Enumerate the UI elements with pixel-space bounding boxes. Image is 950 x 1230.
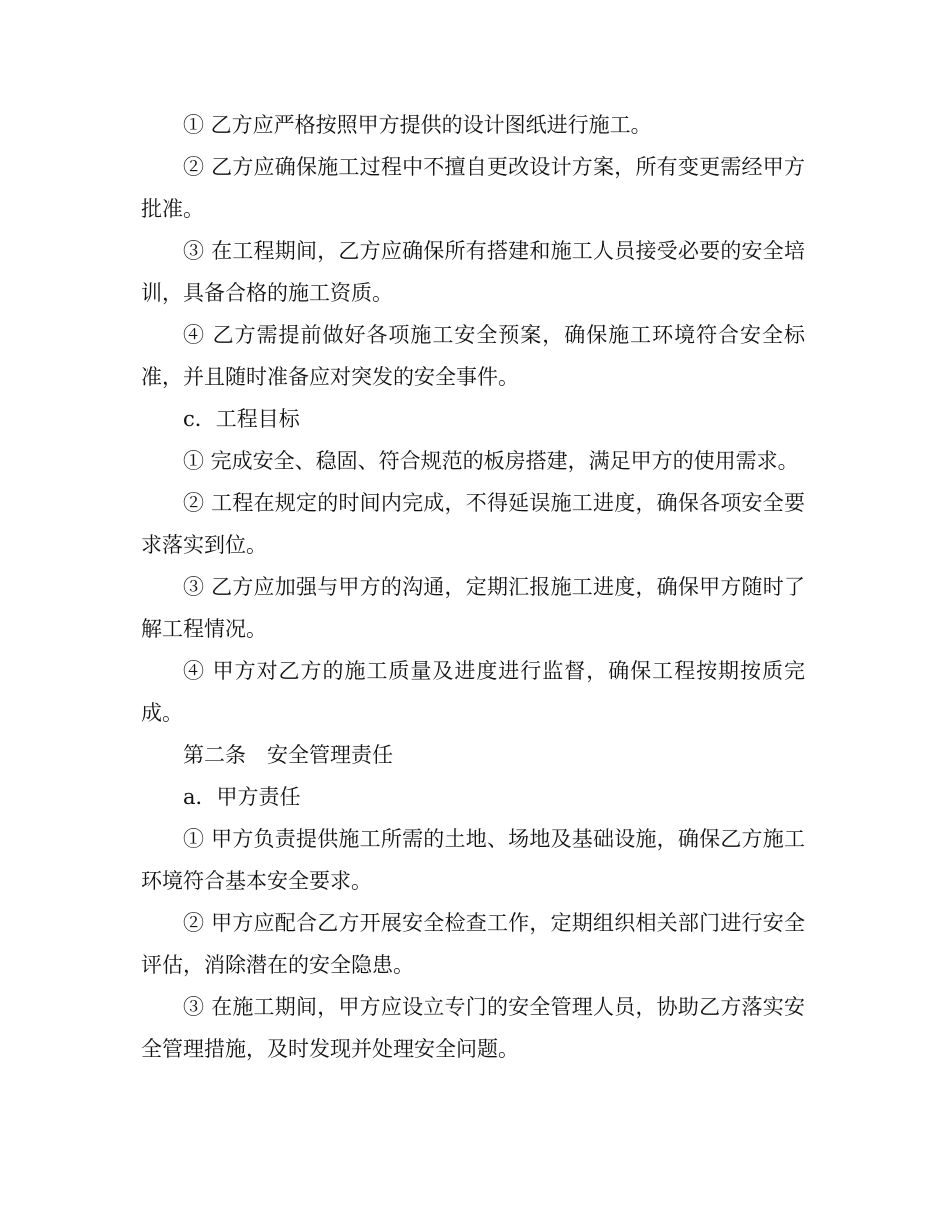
document-body [141, 104, 805, 1070]
responsibility-item-1: ① 甲方负责提供施工所需的土地、场地及基础设施，确保乙方施工环境符合基本安全要求。 [141, 827, 805, 893]
goal-item-2: ② 工程在规定的时间内完成，不得延误施工进度，确保各项安全要求落实到位。 [141, 491, 805, 557]
clause-item-3: ③ 在工程期间，乙方应确保所有搭建和施工人员接受必要的安全培训，具备合格的施工资质。 [141, 239, 805, 305]
article-heading-safety-responsibility: 第二条 安全管理责任 [183, 743, 393, 767]
section-heading-project-goals: c．工程目标 [183, 407, 300, 431]
goal-item-4: ④ 甲方对乙方的施工质量及进度进行监督，确保工程按期按质完成。 [141, 659, 805, 725]
clause-item-2: ② 乙方应确保施工过程中不擅自更改设计方案，所有变更需经甲方批准。 [141, 155, 805, 221]
clause-item-1: ① 乙方应严格按照甲方提供的设计图纸进行施工。 [183, 113, 652, 137]
clause-item-4: ④ 乙方需提前做好各项施工安全预案，确保施工环境符合安全标准，并且随时准备应对突发的安全事件。 [141, 323, 805, 389]
responsibility-item-3: ③ 在施工期间，甲方应设立专门的安全管理人员，协助乙方落实安全管理措施，及时发现并处理安全问题。 [141, 995, 805, 1061]
subheading-party-a-responsibility: a．甲方责任 [183, 785, 301, 809]
goal-item-3: ③ 乙方应加强与甲方的沟通，定期汇报施工进度，确保甲方随时了解工程情况。 [141, 575, 805, 641]
responsibility-item-2: ② 甲方应配合乙方开展安全检查工作，定期组织相关部门进行安全评估，消除潜在的安全隐患。 [141, 911, 805, 977]
goal-item-1: ① 完成安全、稳固、符合规范的板房搭建，满足甲方的使用需求。 [183, 449, 799, 473]
